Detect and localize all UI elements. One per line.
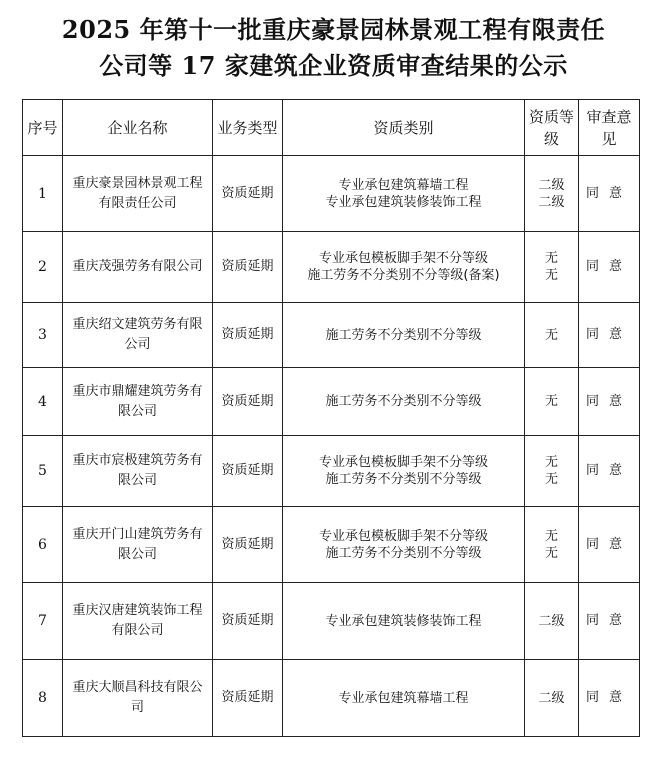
table-row — [23, 156, 640, 232]
company-name: 重庆市鼎耀建筑劳务有限公司 — [63, 368, 213, 436]
qualification-cell — [283, 156, 525, 232]
grade-item: 二级 — [538, 177, 565, 193]
row-number: 2 — [23, 232, 63, 303]
grade-item: 二级 — [538, 613, 565, 629]
grade-item: 无 — [544, 327, 558, 343]
review-opinion: 同意 — [579, 303, 640, 368]
row-number: 8 — [23, 660, 63, 737]
table-row — [23, 436, 640, 507]
header-business-type: 业务类型 — [213, 100, 283, 156]
review-opinion: 同意 — [579, 368, 640, 436]
grade-cell — [525, 156, 579, 232]
qualification-item: 专业承包建筑幕墙工程 — [338, 177, 469, 193]
company-name: 重庆茂强劳务有限公司 — [63, 232, 213, 303]
header-grade: 资质等级 — [525, 100, 579, 156]
grade-item: 无 — [544, 268, 558, 283]
business-type: 资质延期 — [213, 436, 283, 507]
review-opinion: 同意 — [579, 232, 640, 303]
results-table — [22, 99, 640, 737]
row-number: 6 — [23, 507, 63, 583]
qualification-item: 施工劳务不分类别不分等级 — [325, 327, 482, 343]
qualification-cell — [283, 303, 525, 368]
table-row — [23, 368, 640, 436]
grade-cell — [525, 368, 579, 436]
review-opinion: 同意 — [579, 507, 640, 583]
grade-item: 无 — [544, 472, 558, 487]
header-company: 企业名称 — [63, 100, 213, 156]
qualification-item: 专业承包建筑装修装饰工程 — [325, 613, 482, 629]
header-opinion: 审查意见 — [579, 100, 640, 156]
qualification-item: 施工劳务不分类别不分等级 — [325, 394, 482, 409]
qualification-item: 施工劳务不分类别不分等级 — [325, 472, 482, 487]
qualification-item: 专业承包建筑装修装饰工程 — [325, 194, 482, 210]
review-opinion: 同意 — [579, 583, 640, 660]
qualification-cell — [283, 368, 525, 436]
business-type: 资质延期 — [213, 156, 283, 232]
row-number: 7 — [23, 583, 63, 660]
business-type: 资质延期 — [213, 507, 283, 583]
grade-item: 无 — [544, 455, 558, 470]
table-row — [23, 583, 640, 660]
document-title — [0, 12, 667, 84]
business-type: 资质延期 — [213, 583, 283, 660]
table-body — [23, 156, 640, 737]
qualification-cell — [283, 660, 525, 737]
review-opinion: 同意 — [579, 660, 640, 737]
qualification-cell — [283, 583, 525, 660]
grade-cell — [525, 660, 579, 737]
qualification-cell — [283, 507, 525, 583]
qualification-item: 专业承包建筑幕墙工程 — [338, 690, 469, 706]
business-type: 资质延期 — [213, 660, 283, 737]
table-row — [23, 507, 640, 583]
grade-cell — [525, 232, 579, 303]
table-row — [23, 660, 640, 737]
review-opinion: 同意 — [579, 156, 640, 232]
business-type: 资质延期 — [213, 368, 283, 436]
title-line-1: 2025 年第十一批重庆豪景园林景观工程有限责任 — [61, 15, 606, 44]
company-name: 重庆市宸极建筑劳务有限公司 — [63, 436, 213, 507]
company-name: 重庆绍文建筑劳务有限公司 — [63, 303, 213, 368]
qualification-item: 专业承包模板脚手架不分等级 — [318, 251, 488, 266]
row-number: 1 — [23, 156, 63, 232]
table-header-row — [23, 100, 640, 156]
qualification-item: 专业承包模板脚手架不分等级 — [318, 528, 488, 544]
header-qualification: 资质类别 — [283, 100, 525, 156]
grade-cell — [525, 303, 579, 368]
grade-item: 二级 — [538, 194, 565, 210]
table-row — [23, 232, 640, 303]
grade-cell — [525, 436, 579, 507]
row-number: 5 — [23, 436, 63, 507]
grade-item: 无 — [544, 394, 558, 409]
qualification-item: 施工劳务不分类别不分等级(备案) — [307, 268, 500, 283]
grade-item: 无 — [544, 251, 558, 266]
title-line-2: 公司等 17 家建筑企业资质审查结果的公示 — [99, 51, 568, 80]
company-name: 重庆豪景园林景观工程有限责任公司 — [63, 156, 213, 232]
business-type: 资质延期 — [213, 303, 283, 368]
qualification-item: 施工劳务不分类别不分等级 — [325, 545, 482, 561]
grade-item: 无 — [544, 545, 558, 561]
grade-cell — [525, 507, 579, 583]
company-name: 重庆大顺昌科技有限公司 — [63, 660, 213, 737]
grade-item: 二级 — [538, 690, 565, 706]
grade-cell — [525, 583, 579, 660]
header-no: 序号 — [23, 100, 63, 156]
review-opinion: 同意 — [579, 436, 640, 507]
company-name: 重庆开门山建筑劳务有限公司 — [63, 507, 213, 583]
grade-item: 无 — [544, 528, 558, 544]
company-name: 重庆汉唐建筑装饰工程有限公司 — [63, 583, 213, 660]
qualification-cell — [283, 232, 525, 303]
business-type: 资质延期 — [213, 232, 283, 303]
row-number: 4 — [23, 368, 63, 436]
row-number: 3 — [23, 303, 63, 368]
qualification-item: 专业承包模板脚手架不分等级 — [318, 455, 488, 470]
qualification-cell — [283, 436, 525, 507]
table-row — [23, 303, 640, 368]
